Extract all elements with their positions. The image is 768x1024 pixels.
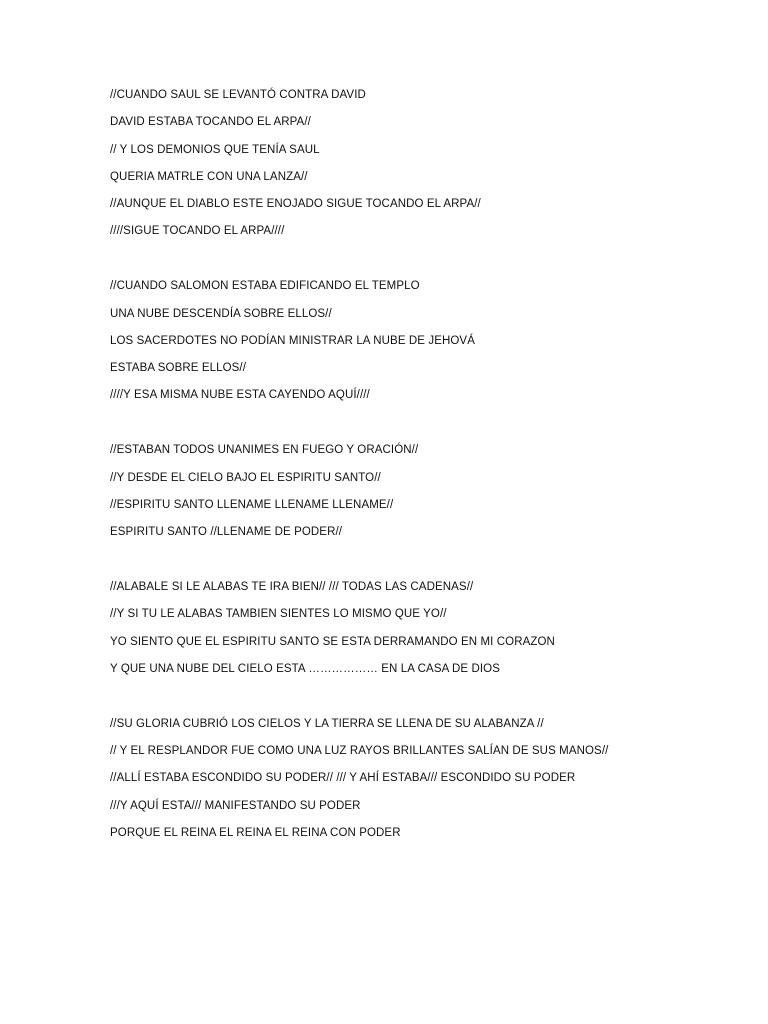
lyric-line: //AUNQUE EL DIABLO ESTE ENOJADO SIGUE TOCANDO EL ARPA// [110,198,481,211]
lyric-line: //SU GLORIA CUBRIÓ LOS CIELOS Y LA TIERRA SE LLENA DE SU ALABANZA // [110,717,544,730]
lyric-line: // Y LOS DEMONIOS QUE TENÍA SAUL [110,143,320,156]
lyric-line: YO SIENTO QUE EL ESPIRITU SANTO SE ESTA DERRAMANDO EN MI CORAZON [110,635,555,648]
lyric-line: //ESTABAN TODOS UNANIMES EN FUEGO Y ORACIÓN// [110,444,419,457]
lyric-line: LOS SACERDOTES NO PODÍAN MINISTRAR LA NUBE DE JEHOVÁ [110,334,475,347]
lyric-line: // Y EL RESPLANDOR FUE COMO UNA LUZ RAYOS BRILLANTES SALÍAN DE SUS MANOS// [110,744,609,757]
lyric-line: PORQUE EL REINA EL REINA EL REINA CON PODER [110,826,401,839]
lyric-line: ///Y AQUÍ ESTA/// MANIFESTANDO SU PODER [110,799,361,812]
lyric-line: //ALABALE SI LE ALABAS TE IRA BIEN// /// TODAS LAS CADENAS// [110,580,474,593]
lyric-line: //ALLÍ ESTABA ESCONDIDO SU PODER// /// Y AHÍ ESTABA/// ESCONDIDO SU PODER [110,772,576,785]
lyric-line: ////Y ESA MISMA NUBE ESTA CAYENDO AQUÍ//// [110,389,370,402]
lyric-line: //Y SI TU LE ALABAS TAMBIEN SIENTES LO MISMO QUE YO// [110,608,447,621]
stanza [110,578,730,687]
lyric-line: ESTABA SOBRE ELLOS// [110,362,247,375]
stanza [110,86,730,250]
lyric-line: DAVID ESTABA TOCANDO EL ARPA// [110,116,311,129]
lyric-line: QUERIA MATRLE CON UNA LANZA// [110,170,308,183]
lyric-line: Y QUE UNA NUBE DEL CIELO ESTA ……………… EN LA CASA DE DIOS [110,662,501,675]
stanza [110,715,730,851]
lyric-line: //CUANDO SALOMON ESTABA EDIFICANDO EL TEMPLO [110,280,420,293]
lyric-line: //Y DESDE EL CIELO BAJO EL ESPIRITU SANTO// [110,471,381,484]
lyric-line: ESPIRITU SANTO //LLENAME DE PODER// [110,526,343,539]
lyric-line: //CUANDO SAUL SE LEVANTÓ CONTRA DAVID [110,89,366,101]
lyric-line: UNA NUBE DESCENDÍA SOBRE ELLOS// [110,307,332,320]
stanza [110,277,730,413]
stanza [110,441,730,550]
lyric-line: //ESPIRITU SANTO LLENAME LLENAME LLENAME// [110,498,394,511]
lyrics-body [110,86,730,879]
lyric-line: ////SIGUE TOCANDO EL ARPA//// [110,225,285,238]
